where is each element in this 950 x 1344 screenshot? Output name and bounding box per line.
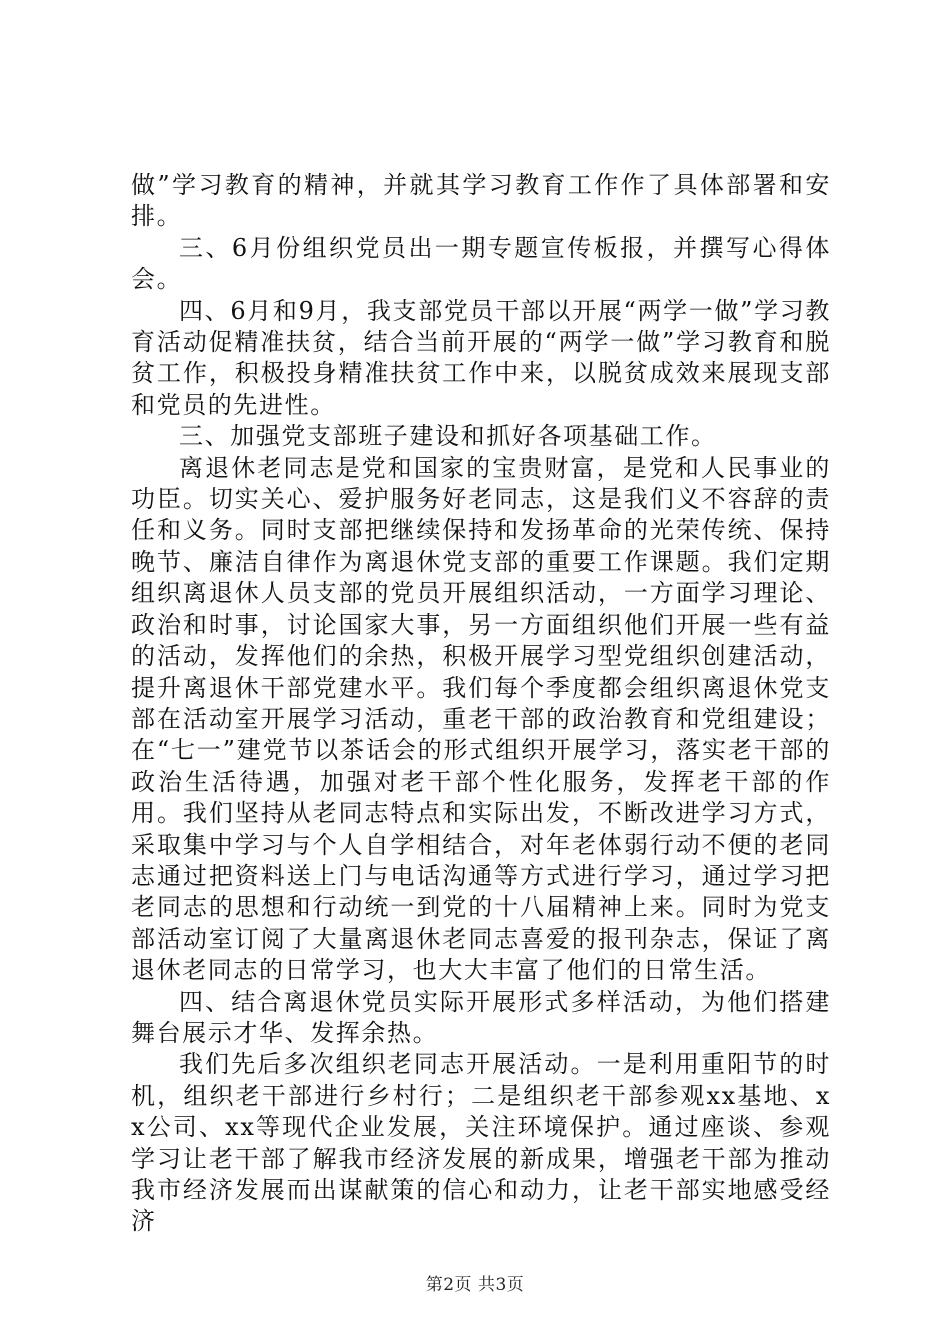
paragraph-activities: 我们先后多次组织老同志开展活动。一是利用重阳节的时机，组织老干部进行乡村行；二是组织老干部参观xx基地、xx公司、xx等现代企业发展，关注环境保护。通过座谈、参观学习让老干部了解我市经济发展的新成果，增强老干部为推动我市经济发展而出谋献策的信心和动力，让老干部实地感受经济 bbox=[131, 1050, 831, 1236]
page-number-footer: 第2页 共3页 bbox=[425, 1275, 525, 1295]
paragraph-item-four-poverty: 四、6月和9月，我支部党员干部以开展“两学一做”学习教育活动促精准扶贫，结合当前开展的“两学一做”学习教育和脱贫工作，积极投身精准扶贫工作中来，以脱贫成效来展现支部和党员的先进性。 bbox=[131, 296, 831, 419]
section-heading-four: 四、结合离退休党员实际开展形式多样活动，为他们搭建舞台展示才华、发挥余热。 bbox=[131, 987, 831, 1047]
section-heading-three: 三、加强党支部班子建设和抓好各项基础工作。 bbox=[179, 422, 717, 451]
paragraph-continuation: 做”学习教育的精神，并就其学习教育工作作了具体部署和安排。 bbox=[131, 171, 831, 231]
document-body bbox=[131, 170, 831, 1238]
paragraph-item-three-bulletin: 三、6月份组织党员出一期专题宣传板报，并撰写心得体会。 bbox=[131, 233, 831, 294]
paragraph-retired-comrades: 离退休老同志是党和国家的宝贵财富，是党和人民事业的功臣。切实关心、爱护服务好老同志，这是我们义不容辞的责任和义务。同时支部把继续保持和发扬革命的光荣传统、保持晚节、廉洁自律作为离退休党支部的重要工作课题。我们定期组织离退休人员支部的党员开展组织活动，一方面学习理论、政治和时事，讨论国家大事，另一方面组织他们开展一些有益的活动，发挥他们的余热，积极开展学习型党组织创建活动，提升离退休干部党建水平。我们每个季度都会组织离退休党支部在活动室开展学习活动，重老干部的政治教育和党组建设；在“七一”建党节以茶话会的形式组织开展学习，落实老干部的政治生活待遇，加强对老干部个性化服务，发挥老干部的作用。我们坚持从老同志特点和实际出发，不断改进学习方式，采取集中学习与个人自学相结合，对年老体弱行动不便的老同志通过把资料送上门与电话沟通等方式进行学习，通过学习把老同志的思想和行动统一到党的十八届精神上来。同时为党支部活动室订阅了大量离退休老同志喜爱的报刊杂志，保证了离退休老同志的日常学习，也大大丰富了他们的日常生活。 bbox=[131, 453, 831, 985]
